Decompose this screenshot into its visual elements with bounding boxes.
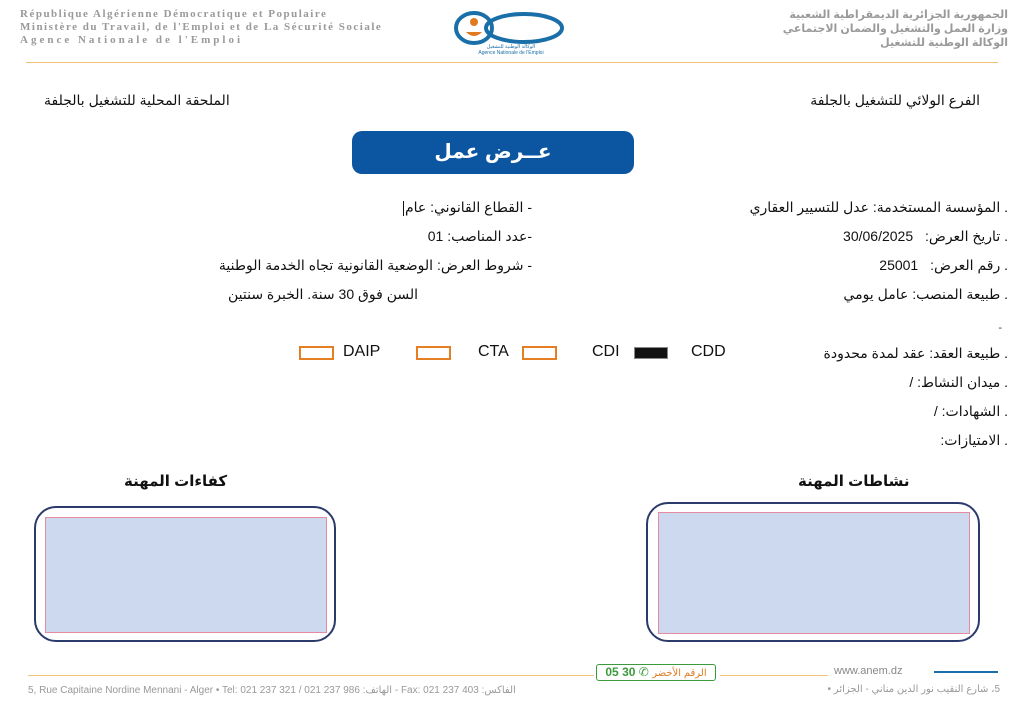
competencies-textarea[interactable]: [45, 517, 327, 633]
field-employer-value: عدل للتسيير العقاري: [749, 199, 869, 215]
field-offer-number: [879, 257, 1008, 274]
phone-icon: ✆: [638, 665, 649, 679]
header-fr-line-1: République Algérienne Démocratique et Populaire: [20, 8, 328, 20]
field-certificates-value: /: [933, 403, 938, 419]
contract-option-cta-label: CTA: [478, 343, 509, 360]
field-offer-number-value: 25001: [879, 257, 919, 273]
footer-accent-line: [934, 671, 998, 673]
contract-option-daip-label: DAIP: [343, 343, 381, 360]
field-certificates-label: . الشهادات:: [941, 403, 1008, 419]
field-offer-conditions-extra: [228, 286, 418, 303]
field-contract-nature: [824, 345, 1008, 362]
contract-option-cta-checkbox[interactable]: [522, 346, 557, 360]
header-fr-line-3: Agence Nationale de l'Emploi: [20, 34, 244, 46]
field-certificates: [934, 403, 1008, 420]
footer-line-mid: [720, 675, 828, 676]
competencies-frame: [34, 506, 336, 642]
field-offer-conditions-value: الوضعية القانونية تجاه الخدمة الوطنية: [218, 257, 434, 273]
contract-option-cdi-label: CDI: [592, 343, 620, 360]
field-offer-conditions-extra-value: السن فوق 30 سنة. الخبرة سنتين: [227, 286, 418, 302]
footer-line-left: [28, 675, 594, 676]
logo-caption: [440, 44, 582, 56]
field-legal-sector-label: - القطاع القانوني:: [430, 199, 532, 215]
field-benefits: [940, 432, 1008, 449]
field-job-nature: [843, 286, 1008, 303]
field-offer-date-value: 30/06/2025: [843, 228, 914, 244]
header-fr-line-2: Ministère du Travail, de l'Emploi et de La Sécurité Sociale: [20, 21, 383, 33]
header-french: [20, 8, 420, 47]
contract-option-box-leftmost[interactable]: [299, 346, 334, 360]
contract-option-cdd-label: CDD: [691, 343, 726, 360]
activities-frame: [646, 502, 980, 642]
logo-caption-ar: الوكالة الوطنية للتشغيل: [486, 44, 536, 50]
field-activity-domain-value: /: [909, 374, 914, 390]
field-offer-number-label: . رقم العرض:: [930, 257, 1008, 273]
field-activity-domain: [909, 374, 1008, 391]
header-divider: [26, 62, 998, 63]
field-offer-conditions-label: - شروط العرض:: [436, 257, 532, 273]
footer-address-fr: 5, Rue Capitaine Nordine Mennani - Alger • Tel: 021 237 321 / 021 237 986 :الهاتف - Fax: 021 237 403 :الفاكس: [28, 685, 516, 696]
separator-dash: -: [998, 322, 1002, 334]
field-contract-nature-value: عقد لمدة محدودة: [823, 345, 926, 361]
contract-option-cdi-checkbox[interactable]: [634, 347, 668, 359]
contract-option-daip-checkbox[interactable]: [416, 346, 451, 360]
field-employer: [750, 199, 1008, 216]
field-positions-count-value: 01: [427, 228, 444, 244]
footer-address-ar: 5، شارع النقيب نور الدين مناني - الجزائر •: [827, 684, 1000, 695]
field-offer-date: [843, 228, 1008, 245]
green-number-value: 30 05: [605, 665, 636, 679]
field-positions-count-label: -عدد المناصب:: [447, 228, 532, 244]
field-offer-conditions: [219, 257, 532, 274]
field-legal-sector: [403, 199, 532, 216]
local-annex: الملحقة المحلية للتشغيل بالجلفة: [44, 92, 230, 108]
section-job-competencies: كفاءات المهنة: [124, 473, 228, 490]
text-cursor: [403, 201, 404, 216]
footer-website[interactable]: www.anem.dz: [834, 665, 903, 677]
green-number-label: الرقم الأخضر: [652, 668, 707, 679]
field-contract-nature-label: . طبيعة العقد:: [929, 345, 1008, 361]
activities-textarea[interactable]: [658, 512, 970, 634]
field-job-nature-label: . طبيعة المنصب:: [912, 286, 1008, 302]
logo-caption-fr: Agence Nationale de l'Emploi: [478, 50, 544, 56]
field-benefits-label: . الامتيازات:: [940, 432, 1008, 448]
field-positions-count: [428, 228, 532, 245]
header-ar-line-1: الجمهورية الجزائرية الديمقراطية الشعبية: [789, 9, 1008, 21]
wilaya-branch: الفرع الولائي للتشغيل بالجلفة: [810, 92, 980, 108]
header-ar-line-2: وزارة العمل والتشغيل والضمان الاجتماعي: [782, 23, 1008, 35]
field-offer-date-label: . تاريخ العرض:: [925, 228, 1008, 244]
green-number-badge: [596, 664, 716, 681]
header-ar-line-3: الوكالة الوطنية للتشغيل: [880, 37, 1008, 49]
field-activity-domain-label: . ميدان النشاط:: [917, 374, 1008, 390]
field-job-nature-value: عامل يومي: [843, 286, 909, 302]
section-job-activities: نشاطات المهنة: [798, 473, 910, 490]
page-title: عــرض عمل: [352, 131, 634, 174]
field-employer-label: . المؤسسة المستخدمة:: [872, 199, 1008, 215]
field-legal-sector-value: عام: [404, 199, 427, 215]
header-arabic: [588, 8, 1008, 50]
